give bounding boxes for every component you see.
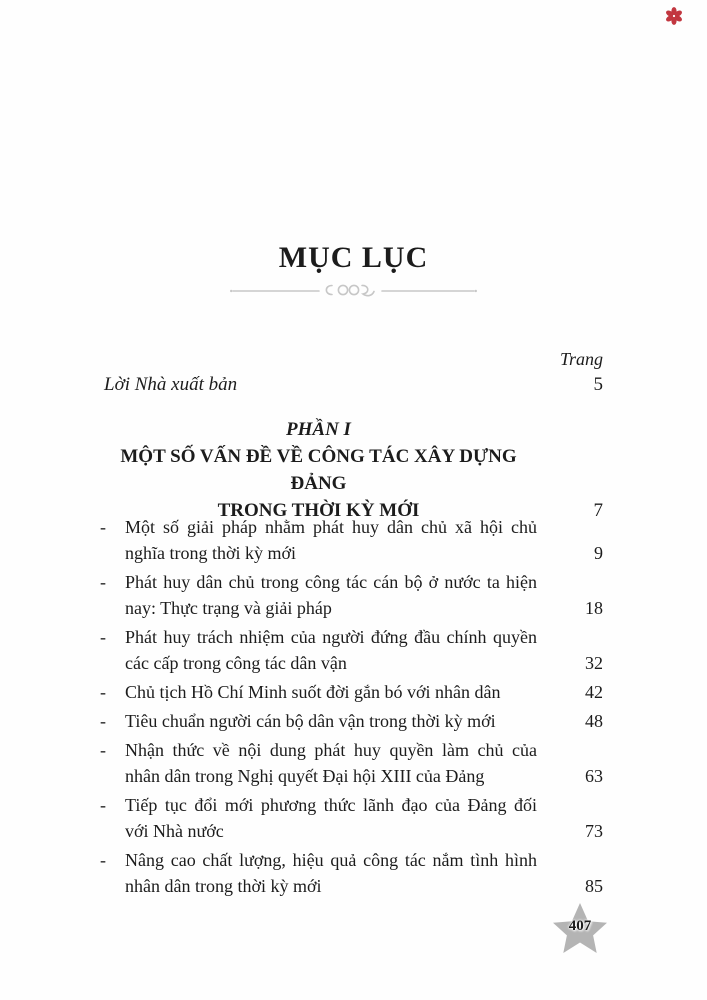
entry-text-line: Phát huy dân chủ trong công tác cán bộ ở nước ta hiện xyxy=(125,572,537,592)
entry-text-line: Một số giải pháp nhằm phát huy dân chủ xã hội chủ xyxy=(125,517,537,537)
page-title: MỤC LỤC xyxy=(278,241,429,274)
entry-text-line: các cấp trong công tác dân vận xyxy=(125,653,347,673)
entry-dash-marker: - xyxy=(100,682,106,702)
entry-text xyxy=(125,679,537,705)
toc-entry xyxy=(100,624,603,676)
entry-text-line: Tiêu chuẩn người cán bộ dân vận trong thời kỳ mới xyxy=(125,711,496,731)
part-header xyxy=(100,416,603,524)
entry-page-number: 32 xyxy=(585,653,603,673)
part-title-line2: TRONG THỜI KỲ MỚI xyxy=(217,500,420,521)
toc-entries xyxy=(100,514,603,902)
entry-page-number: 42 xyxy=(585,682,603,702)
toc-entry xyxy=(100,569,603,621)
entry-text xyxy=(125,847,537,899)
entry-text xyxy=(125,514,537,566)
part-kicker: PHẦN I xyxy=(286,419,351,440)
entry-text xyxy=(125,708,537,734)
toc-entry xyxy=(100,792,603,844)
entry-text xyxy=(125,792,537,844)
ornamental-divider xyxy=(229,281,478,299)
toc-entry xyxy=(100,514,603,566)
folio-page-number: 407 xyxy=(568,918,592,934)
entry-dash-marker: - xyxy=(100,740,106,760)
entry-page-number: 63 xyxy=(585,766,603,786)
part-page-number: 7 xyxy=(593,500,603,521)
entry-dash-marker: - xyxy=(100,572,106,592)
entry-dash-marker: - xyxy=(100,517,106,537)
flower-ornament-icon xyxy=(665,7,683,25)
entry-text-line: nay: Thực trạng và giải pháp xyxy=(125,598,332,618)
entry-page-number: 85 xyxy=(585,876,603,896)
entry-text-line: nhân dân trong Nghị quyết Đại hội XIII của Đảng xyxy=(125,766,485,786)
entry-text-line: nhân dân trong thời kỳ mới xyxy=(125,876,322,896)
front-matter-page-number: 5 xyxy=(593,374,603,395)
entry-text-line: Chủ tịch Hồ Chí Minh suốt đời gắn bó với nhân dân xyxy=(125,682,501,702)
entry-text xyxy=(125,569,537,621)
entry-page-number: 9 xyxy=(594,543,603,563)
entry-page-number: 48 xyxy=(585,711,603,731)
page-column-header: Trang xyxy=(559,349,603,369)
toc-entry xyxy=(100,708,603,734)
entry-text xyxy=(125,737,537,789)
front-matter-title: Lời Nhà xuất bản xyxy=(104,374,238,395)
part-title-line1: MỘT SỐ VẤN ĐỀ VỀ CÔNG TÁC XÂY DỰNG ĐẢNG xyxy=(120,446,517,494)
entry-dash-marker: - xyxy=(100,795,106,815)
toc-entry xyxy=(100,679,603,705)
front-matter-row xyxy=(104,372,603,398)
entry-dash-marker: - xyxy=(100,850,106,870)
entry-text-line: Nhận thức về nội dung phát huy quyền làm chủ của xyxy=(125,740,537,760)
entry-dash-marker: - xyxy=(100,711,106,731)
folio-star xyxy=(553,903,607,953)
entry-page-number: 73 xyxy=(585,821,603,841)
entry-text-line: Nâng cao chất lượng, hiệu quả công tác nắm tình hình xyxy=(125,850,537,870)
entry-text-line: với Nhà nước xyxy=(125,821,224,841)
entry-text-line: nghĩa trong thời kỳ mới xyxy=(125,543,297,563)
entry-dash-marker: - xyxy=(100,627,106,647)
entry-page-number: 18 xyxy=(585,598,603,618)
toc-entry xyxy=(100,737,603,789)
entry-text-line: Phát huy trách nhiệm của người đứng đầu chính quyền xyxy=(125,627,537,647)
toc-entry xyxy=(100,847,603,899)
entry-text-line: Tiếp tục đổi mới phương thức lãnh đạo của Đảng đối xyxy=(125,795,537,815)
entry-text xyxy=(125,624,537,676)
